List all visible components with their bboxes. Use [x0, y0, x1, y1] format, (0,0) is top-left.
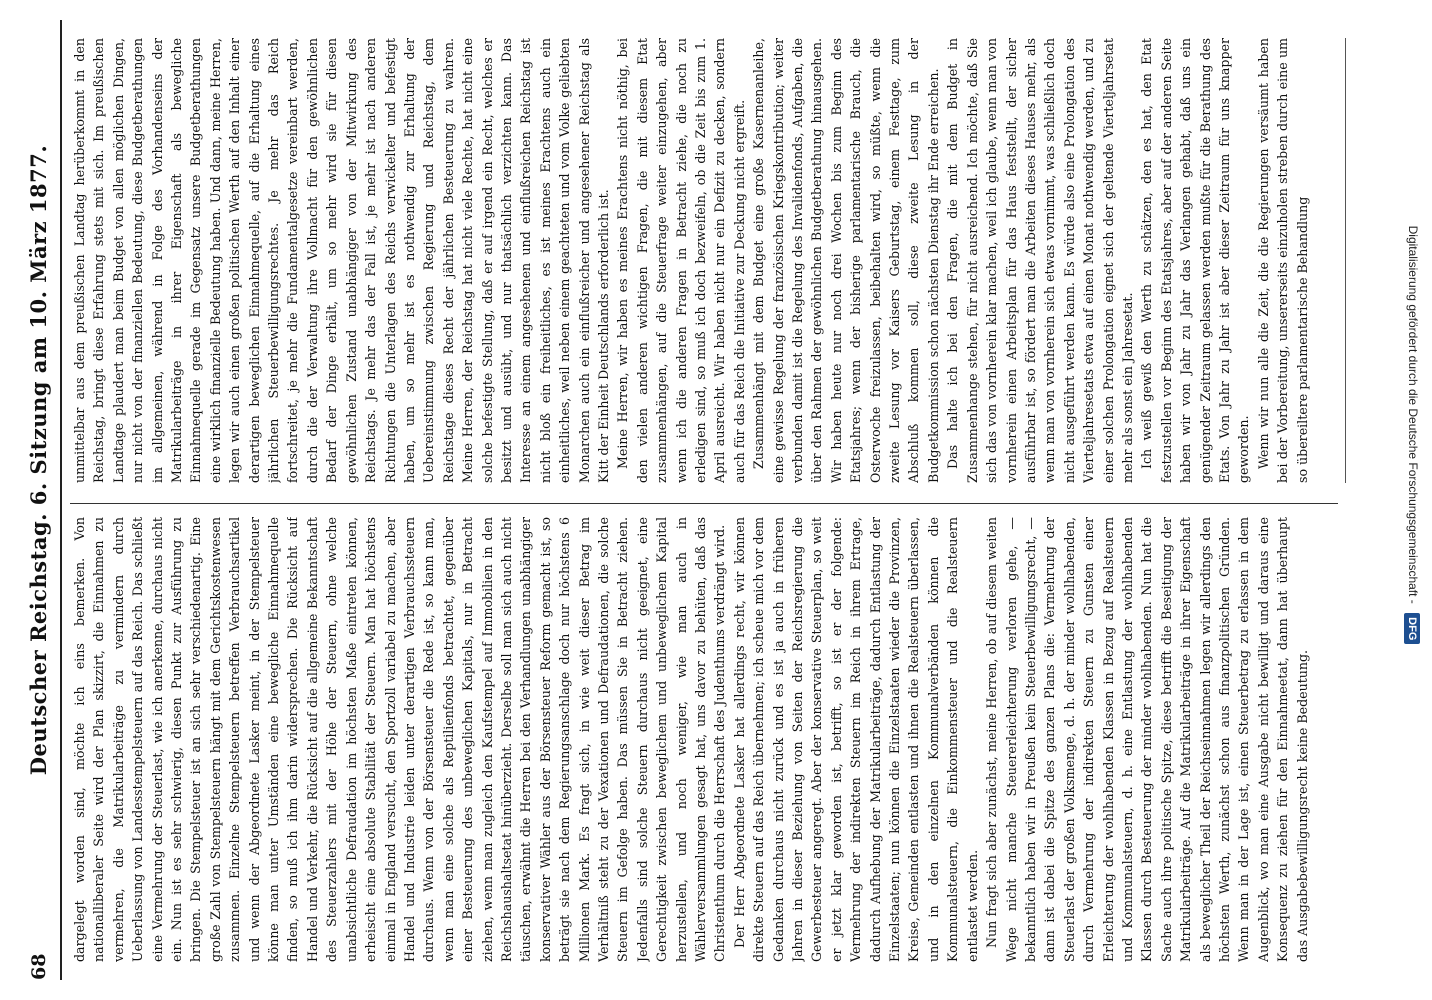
digitization-credit	[1398, 20, 1428, 850]
column-divider	[70, 503, 1338, 504]
text-column-left	[70, 517, 1338, 962]
paragraph: Meine Herren, wir haben es meines Erachtens nicht nöthig, bei den vielen anderen wichtigen Fragen, die mit diesem Etat zusammenhängen, auf die Steuerfrage weiter einzugehen, aber wenn ich die anderen Fragen in Betracht ziehe, die noch zu erledigen sind, so muß ich doch bezweifeln, ob die Zeit bis zum 1. April ausreicht. Wir haben nicht nur ein Defizit zu decken, sondern auch für das Reich die Initiative zur Deckung nicht ergreift.	[615, 38, 747, 483]
paragraph: unmittelbar aus dem preußischen Landtag herüberkommt in den Reichstag, bringt diese Erfahrung stets mit sich. Im preußischen Landtage plaudert man beim Budget von allen möglichen Dingen, nur nicht von der finanziellen Bedeutung, diese Budgetberathungen im allgemeinen, während in Folge des Vorhandenseins der Matrikularbeiträge in ihrer Eigenschaft als bewegliche Einnahmequelle gerade im Gegensatz unsere Budgetberathungen eine wirklich finanzielle Bedeutung haben. Und dann, meine Herren, legen wir auch einen großen politischen Werth auf den Inhalt einer derartigen beweglichen Einnahmequelle, auf die Erhaltung eines jährlichen Steuerbewilligungsrechtes. Je mehr das Reich fortschreitet, je mehr die Fundamentalgesetze vereinbart werden, durch die der Verwaltung ihre Vollmacht für den gewöhnlichen Bedarf der Dinge erhält, um so mehr wird sie für diesen gewöhnlichen Zustand unabhängiger von der Mitwirkung des Reichstags. Je mehr das der Fall ist, je mehr ist nach anderen Richtungen die Unterlagen des Reichs verwickelter und befestigt haben, um so mehr ist es nothwendig zur Erhaltung der Uebereinstimmung zwischen Regierung und Reichstag, dem Reichstage dieses Recht der jährlichen Besteuerung zu wahren. Meine Herren, der Reichstag hat nicht viele Rechte, hat nicht eine solche befestigte Stellung, daß er auf irgend ein Recht, welches er besitzt und ausübt, und nur thatsächlich verzichten kann. Das Interesse an einem angesehenen und einflußreichen Reichstag ist nicht bloß ein freiheitliches, es ist meines Erachtens auch ein einheitliches, weil neben einem geachteten und vom Volke geliebten Monarchen auch ein einflußreicher und angesehener Reichstag als Kitt der Einheit Deutschlands erforderlich ist.	[72, 38, 611, 483]
dfg-logo: DFG	[1404, 613, 1420, 644]
paragraph: Das halte ich bei den Fragen, die mit dem Budget in Zusammenhange stehen, für nicht ausreichend. Ich möchte, daß Sie sich das von vornherein klar machen, weil ich glaube, wenn man von vornherein einen Arbeitsplan für das Haus feststellt, der sicher ausführbar ist, so fördert man die Arbeiten dieses Hauses mehr, als wenn man von vornherein sich etwas vornimmt, was schließlich doch nicht ausgeführt werden kann. Es würde also eine Prolongation des Vierteljahresetats etwa auf einen Monat nothwendig werden, und zu einer solchen Prolongation eignet sich der geltende Vierteljahrsetat mehr als sonst ein Jahresetat.	[945, 38, 1135, 483]
paragraph: Nun fragt sich aber zunächst, meine Herren, ob auf diesem weiten Wege nicht manche Steuererleichterung verloren gehe, — bekanntlich haben wir in Preußen kein Steuerbewilligungsrecht, — dann ist dabei die Spitze des ganzen Plans die: Vermehrung der Steuerlast der großen Volksmenge, d. h. der minder wohlhabenden, durch Vermehrung der indirekten Steuern zu Gunsten einer Erleichterung der wohlhabenden Klassen in Bezug auf Realsteuern und Kommunalsteuern, d. h. eine Entlastung der wohlhabenden Klassen durch Besteuerung der minder wohlhabenden. Nun hat die Sache auch ihre politische Spitze, diese betrifft die Beseitigung der Matrikularbeiträge. Auf die Matrikularbeiträge in ihrer Eigenschaft als beweglicher Theil der Reichseinnahmen legen wir allerdings den höchsten Werth, zunächst schon aus finanzpolitischen Gründen. Wenn man in der Lage ist, einen Steuerbetrag zu erlassen in dem Augenblick, wo man eine Ausgabe nicht bewilligt und daraus eine Konsequenz zu ziehen für den Einnahmeetat, dann hat überhaupt das Ausgabebewilligungsrecht keine Bedeutung.	[984, 517, 1310, 962]
paragraph: Wenn wir nun alle die Zeit, die die Regierungen versäumt haben bei der Vorbereitung, unsererseits einzuholen streben durch eine um so übereiltere parlamentarische Behandlung	[1255, 38, 1310, 483]
text-column-right	[70, 38, 1338, 483]
page-title: Deutscher Reichstag. 6. Sitzung am 10. März 1877.	[26, 144, 51, 776]
paragraph: Zusammenhängt mit dem Budget eine große Kasernenanleihe, eine gewisse Regelung der französischen Kriegskontribution; weiter verbunden damit ist die Regelung des Invalidenfonds, Aufgaben, die über den Rahmen der gewöhnlichen Budgetberathung hinausgehen. Wir haben heute nur noch drei Wochen bis zum Beginn des Etatsjahres; wenn der bisherige parlamentarische Brauch, die Osterwoche freizulassen, beibehalten wird, so müßte, wenn die zweite Lesung vor Kaisers Geburtstag, einem Festtage, zum Abschluß kommen soll, diese zweite Lesung in der Budgetkommission schon nächsten Dienstag ihr Ende erreichen.	[751, 38, 941, 483]
paragraph: Der Herr Abgeordnete Lasker hat allerdings recht, wir können direkte Steuern auf das Reich übernehmen; ich scheue mich vor dem Gedanken durchaus nicht zurück und es ist ja auch in früheren Jahren in dieser Beziehung von Seiten der Reichsregierung die Gewerbesteuer angeregt. Aber der konservative Steuerplan, so weit er jetzt klar geworden ist, betrifft, so ist er der folgende: Vermehrung der indirekten Steuern im Reich in ihrem Ertrage, dadurch Aufhebung der Matrikularbeiträge, dadurch Entlastung der Einzelstaaten; nun können die Einzelstaaten wieder die Provinzen, Kreise, Gemeinden entlasten und ihnen die Realsteuern überlassen, und in den einzelnen Kommunalverbänden können die Kommunalsteuern, die Einkommensteuer und die Realsteuern entlastet werden.	[731, 517, 980, 962]
paragraph: dargelegt worden sind, möchte ich eins bemerken. Von nationalliberaler Seite wird der Plan skizzirt, die Einnahmen zu vermehren, die Matrikularbeiträge zu vermindern durch Ueberlassung von Landesstempelsteuern auf das Reich. Das schließt eine Vermehrung der Steuerlast, wie ich anerkenne, durchaus nicht ein. Nun ist es sehr schwierig, diesen Punkt zur Ausführung zu bringen. Die Stempelsteuer ist an sich sehr verschiedenartig. Eine große Zahl von Stempelsteuern hängt mit dem Gerichtskostenwesen zusammen. Einzelne Stempelsteuern betreffen Verbrauchsartikel und wenn der Abgeordnete Lasker meint, in der Stempelsteuer könne man unter Umständen eine bewegliche Einnahmequelle finden, so muß ich ihm darin widersprechen. Die Rücksicht auf Handel und Verkehr, die Rücksicht auf die allgemeine Bekanntschaft des Steuerzahlers mit der Höhe der Steuern, ohne welche unabsichtliche Defraudation im höchsten Maße eintreten können, erheischt eine absolute Stabilität der Steuern. Man hat höchstens einmal in England versucht, den Sportzoll variabel zu machen, aber Handel und Industrie leiden unter derartigen Verbrauchssteuern durchaus. Wenn von der Börsensteuer die Rede ist, so kann man, wenn man eine solche als Reptilienfonds betrachtet, gegenüber einer Besteuerung des unbeweglichen Kapitals, nur in Betracht ziehen, wenn man zugleich den Kaufstempel auf Immobilien in den Reichshaushaltsetat hinüberzieht. Derselbe soll man sich auch nicht täuschen, erwähnt die Herren bei den Verhandlungen unabhängiger konservativer Wähler aus der Börsensteuer Reform gemacht ist, so beträgt sie nach dem Regierungsanschlage doch nur höchstens 6 Millionen Mark. Es fragt sich, in wie weit dieser Betrag im Verhältniß steht zu der Vexationen und Defraudationen, die solche Steuern im Gefolge haben. Das müssen Sie in Betracht ziehen. Jedenfalls sind solche Steuern durchaus nicht geeignet, eine Gerechtigkeit zwischen beweglichem und unbeweglichem Kapital herzustellen, und noch weniger, wie man auch in Wählerversammlungen gesagt hat, uns davor zu behüten, daß das Christenthum durch die Herrschaft des Judenthums verdrängt wird.	[72, 517, 728, 962]
credit-text-wrapper	[1398, 20, 1428, 850]
header-rule	[60, 20, 62, 980]
paragraph: Ich weiß gewiß den Werth zu schätzen, den es hat, den Etat festzustellen vor Beginn des Etatsjahres, aber auf der anderen Seite haben wir von Jahr zu Jahr das Verlangen gehabt, daß uns ein genügender Zeitraum gelassen werden mußte für die Berathung des Etats. Von Jahr zu Jahr ist aber dieser Zeitraum für uns knapper geworden.	[1139, 38, 1252, 483]
credit-text: Digitalisierung gefördert durch die Deutsche Forschungsgemeinschaft -	[1406, 225, 1420, 604]
page-number: 68	[28, 953, 50, 980]
column-footer-rule	[1345, 38, 1366, 483]
